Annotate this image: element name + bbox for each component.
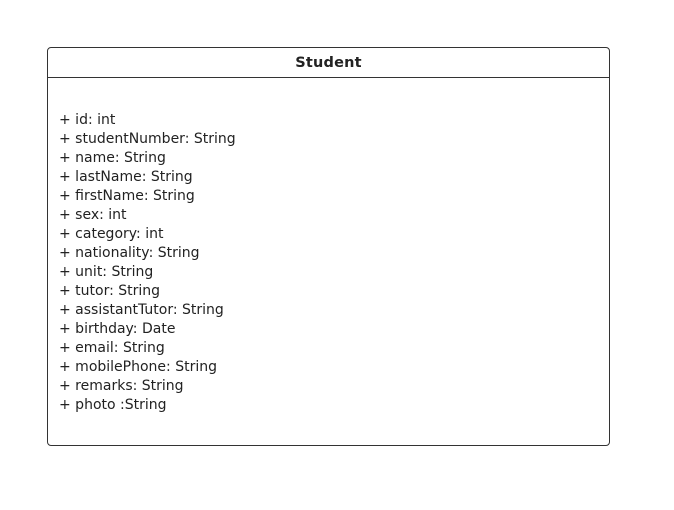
attribute-item: + photo :String xyxy=(59,397,167,413)
attribute-item: + category: int xyxy=(59,226,164,242)
attribute-item: + name: String xyxy=(59,150,166,166)
attribute-item: + id: int xyxy=(59,112,116,128)
attribute-item: + remarks: String xyxy=(59,378,184,394)
attribute-item: + firstName: String xyxy=(59,188,195,204)
attribute-item: + nationality: String xyxy=(59,245,200,261)
attribute-item: + mobilePhone: String xyxy=(59,359,217,375)
attribute-item: + lastName: String xyxy=(59,169,193,185)
class-name: Student xyxy=(48,48,609,78)
attribute-item: + email: String xyxy=(59,340,165,356)
attribute-item: + unit: String xyxy=(59,264,154,280)
attribute-item: + birthday: Date xyxy=(59,321,176,337)
uml-class-box[interactable] xyxy=(47,47,610,446)
attribute-item: + assistantTutor: String xyxy=(59,302,224,318)
attribute-list xyxy=(59,111,236,415)
attribute-item: + studentNumber: String xyxy=(59,131,236,147)
attribute-item: + tutor: String xyxy=(59,283,161,299)
attribute-item: + sex: int xyxy=(59,207,127,223)
